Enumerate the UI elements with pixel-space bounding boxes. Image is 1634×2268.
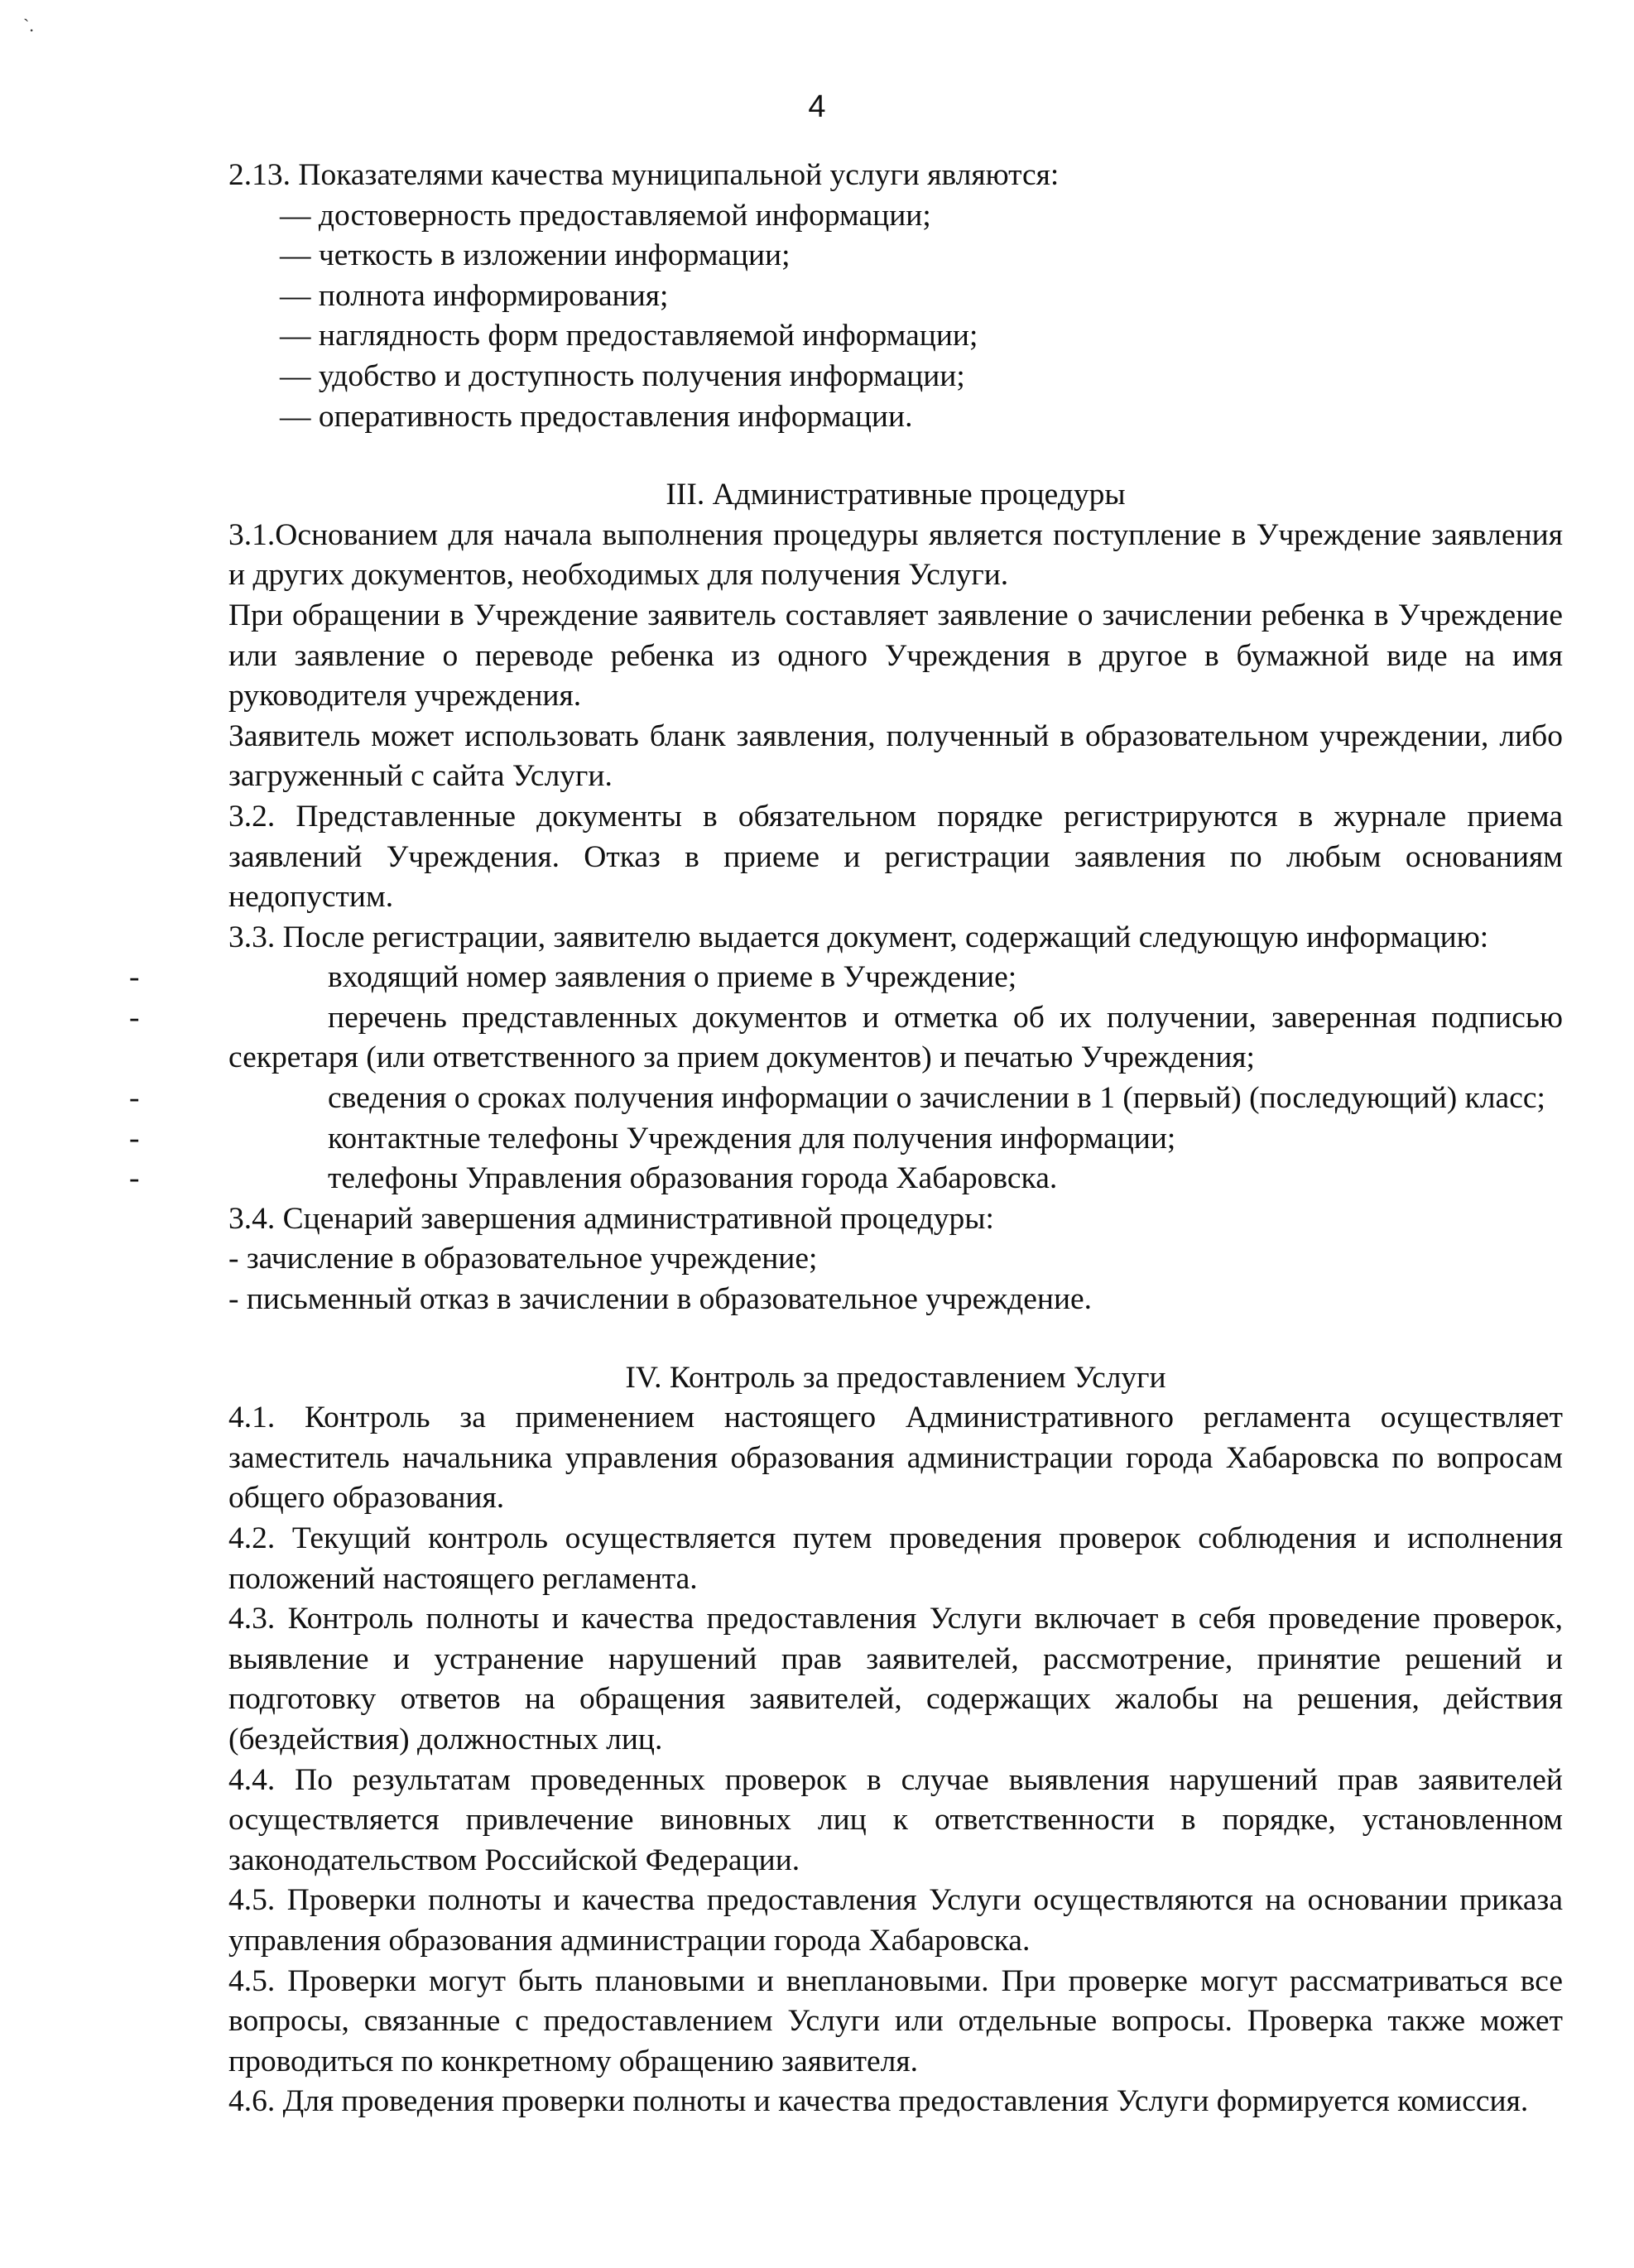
paragraph-4-5-a: 4.5. Проверки полноты и качества предоставления Услуги осуществляются на основании приказа управления образования администрации города Хабаровска. xyxy=(228,1883,1563,1958)
quality-indicator-item: — достоверность предоставляемой информации; xyxy=(280,198,931,233)
completion-scenario-item: - зачисление в образовательное учреждение; xyxy=(228,1242,818,1276)
paragraph-4-4: 4.4. По результатам проведенных проверок в случае выявления нарушений прав заявителей осуществляется привлечение виновных лиц к ответственности в порядке, установленном законодательством Российской Федерации. xyxy=(228,1762,1563,1877)
item-text: контактные телефоны Учреждения для получения информации; xyxy=(328,1121,1176,1156)
section-3-title: III. Административные процедуры xyxy=(666,478,1126,512)
quality-indicator-item: — полнота информирования; xyxy=(280,278,669,313)
document-content-item xyxy=(129,1159,1563,1199)
section-gap xyxy=(228,1320,1563,1358)
section-gap xyxy=(228,437,1563,475)
item-text: входящий номер заявления о приеме в Учреждение; xyxy=(328,960,1017,995)
quality-indicator-item: — оперативность предоставления информации. xyxy=(280,399,913,434)
section-4-title: IV. Контроль за предоставлением Услуги xyxy=(625,1360,1166,1395)
paragraph-3-2: 3.2. Представленные документы в обязательном порядке регистрируются в журнале приема заявлений Учреждения. Отказ в приеме и регистрации заявления по любым основаниям недопустим. xyxy=(228,799,1563,915)
scan-mark: `. xyxy=(23,15,34,36)
item-text: сведения о сроках получения информации о зачислении в 1 (первый) (последующий) класс; xyxy=(328,1081,1545,1116)
document-content-item xyxy=(129,1079,1563,1119)
dash-marker: - xyxy=(129,960,140,995)
document-content-item xyxy=(129,998,1563,1079)
document-body xyxy=(129,156,1563,2122)
paragraph-4-1: 4.1. Контроль за применением настоящего Административного регламента осуществляет заместитель начальника управления образования администрации города Хабаровска по вопросам общего образования. xyxy=(228,1401,1563,1516)
dash-marker: - xyxy=(129,1081,140,1116)
paragraph-3-1-b: При обращении в Учреждение заявитель составляет заявление о зачислении ребенка в Учреждение или заявление о переводе ребенка из одного Учреждения в другое в бумажной виде на имя руководителя учреждения. xyxy=(228,598,1563,714)
paragraph-3-1-c: Заявитель может использовать бланк заявления, полученный в образовательном учреждении, либо загруженный с сайта Услуги. xyxy=(228,718,1563,794)
item-text: перечень представленных документов и отметка об их получении, заверенная подписью секретаря (или ответственного за прием документов) и печатью Учреждения; xyxy=(228,1000,1563,1075)
paragraph-3-3: 3.3. После регистрации, заявителю выдается документ, содержащий следующую информацию: xyxy=(228,920,1489,954)
quality-indicator-item: — четкость в изложении информации; xyxy=(280,238,791,273)
document-content-item xyxy=(129,958,1563,998)
paragraph-3-4: 3.4. Сценарий завершения административной процедуры: xyxy=(228,1201,994,1236)
paragraph-4-5-b: 4.5. Проверки могут быть плановыми и внеплановыми. При проверке могут рассматриваться все вопросы, связанные с предоставлением Услуги или отдельные вопросы. Проверка также может проводиться по конкретному обращению заявителя. xyxy=(228,1963,1563,2078)
page-number: 4 xyxy=(808,89,826,124)
paragraph-2-13: 2.13. Показателями качества муниципальной услуги являются: xyxy=(228,158,1060,192)
paragraph-4-6: 4.6. Для проведения проверки полноты и качества предоставления Услуги формируется комиссия. xyxy=(228,2084,1529,2119)
paragraph-4-3: 4.3. Контроль полноты и качества предоставления Услуги включает в себя проведение проверок, выявление и устранение нарушений прав заявителей, рассмотрение, принятие решений и подготовку ответов на обращения заявителей, содержащих жалобы на решения, действия (бездействия) должностных лиц. xyxy=(228,1602,1563,1756)
paragraph-3-1: 3.1.Основанием для начала выполнения процедуры является поступление в Учреждение заявления и других документов, необходимых для получения Услуги. xyxy=(228,517,1563,593)
dash-marker: - xyxy=(129,1000,140,1035)
document-content-item xyxy=(129,1119,1563,1160)
item-text: телефоны Управления образования города Хабаровска. xyxy=(328,1161,1058,1196)
quality-indicator-item: — наглядность форм предоставляемой информации; xyxy=(280,319,978,353)
dash-marker: - xyxy=(129,1121,140,1156)
completion-scenario-item: - письменный отказ в зачислении в образовательное учреждение. xyxy=(228,1282,1093,1317)
paragraph-4-2: 4.2. Текущий контроль осуществляется путем проведения проверок соблюдения и исполнения положений настоящего регламента. xyxy=(228,1521,1563,1596)
quality-indicator-item: — удобство и доступность получения информации; xyxy=(280,358,965,393)
dash-marker: - xyxy=(129,1161,140,1196)
